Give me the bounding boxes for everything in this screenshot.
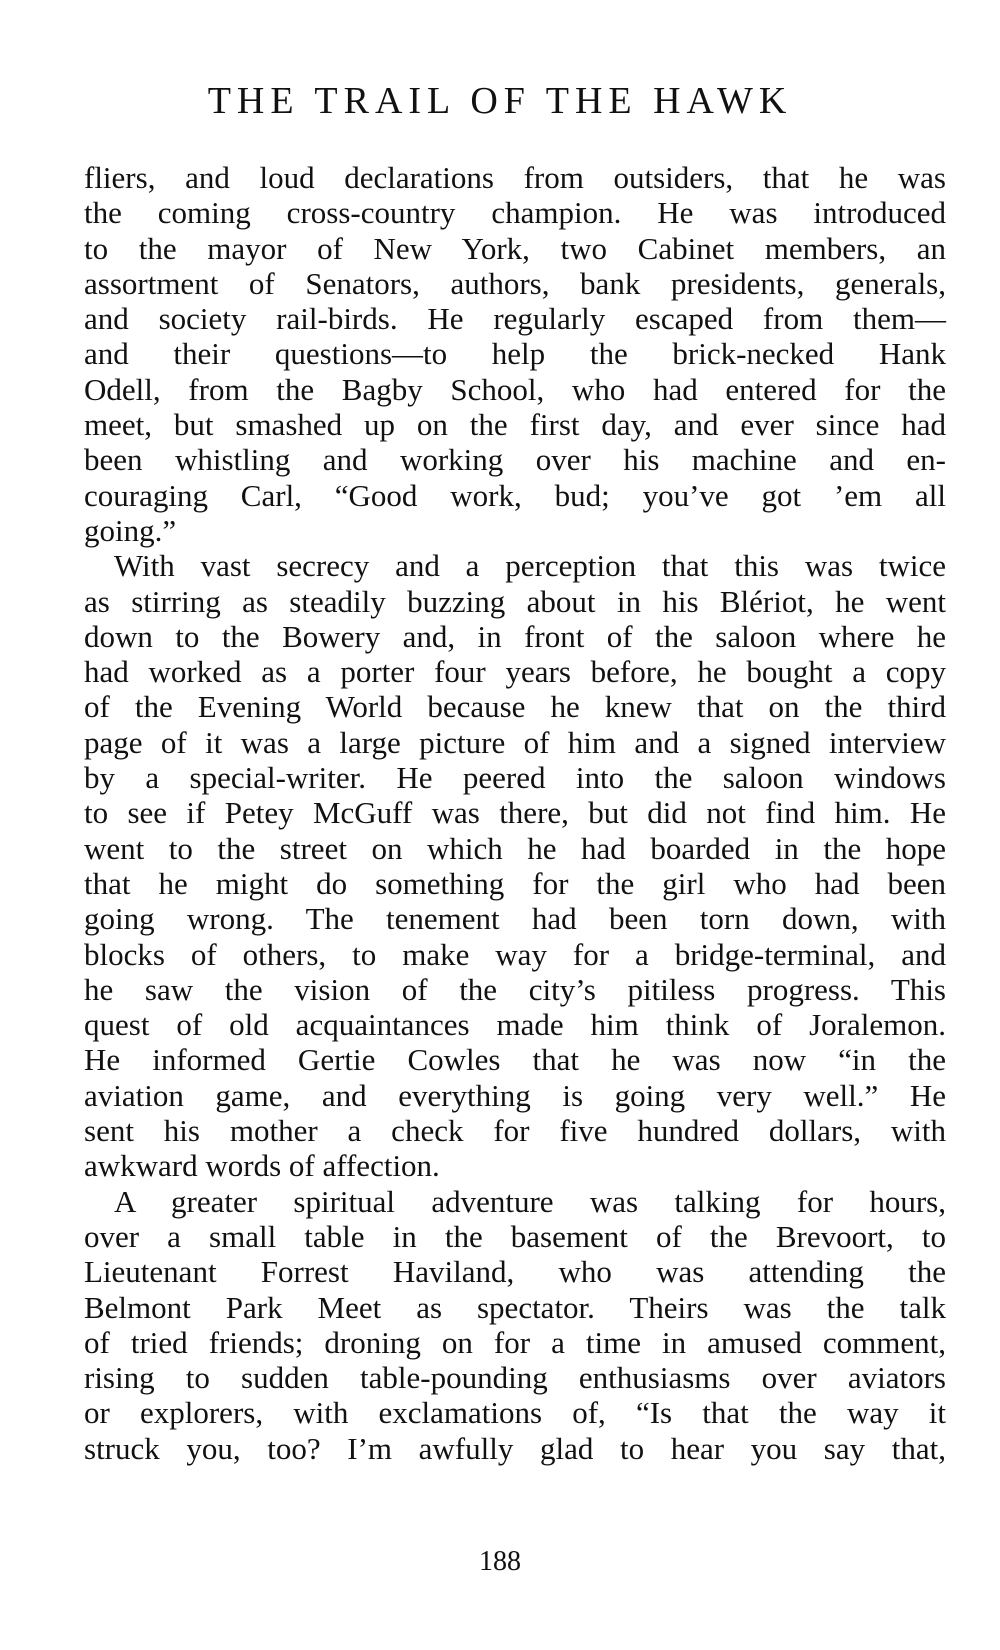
text-line: page of it was a large picture of him and a signed interview xyxy=(84,724,946,760)
text-line: to the mayor of New York, two Cabinet members, an xyxy=(84,230,946,266)
text-line: of the Evening World because he knew that on the third xyxy=(84,689,946,725)
text-line: and their questions—to help the brick-necked Hank xyxy=(84,336,946,372)
text-line: aviation game, and everything is going very well.” He xyxy=(84,1077,946,1113)
text-line: went to the street on which he had boarded in the hope xyxy=(84,830,946,866)
text-line: and society rail-birds. He regularly escaped from them— xyxy=(84,301,946,337)
text-line: Odell, from the Bagby School, who had entered for the xyxy=(84,371,946,407)
text-line: by a special-writer. He peered into the saloon windows xyxy=(84,760,946,796)
text-line: Belmont Park Meet as spectator. Theirs was the talk xyxy=(84,1289,946,1325)
text-line: assortment of Senators, authors, bank presidents, generals, xyxy=(84,265,946,301)
text-line: Lieutenant Forrest Haviland, who was attending the xyxy=(84,1254,946,1290)
running-head: THE TRAIL OF THE HAWK xyxy=(207,80,793,122)
text-line: awkward words of affection. xyxy=(84,1148,440,1184)
text-line: he saw the vision of the city’s pitiless progress. This xyxy=(84,971,946,1007)
text-line: blocks of others, to make way for a bridge-terminal, and xyxy=(84,936,946,972)
text-line: to see if Petey McGuff was there, but did not find him. He xyxy=(84,795,946,831)
paragraph xyxy=(84,548,946,1183)
text-line: down to the Bowery and, in front of the saloon where he xyxy=(84,618,946,654)
page-number: 188 xyxy=(479,1546,521,1577)
text-line: meet, but smashed up on the first day, and ever since had xyxy=(84,407,946,443)
text-line: over a small table in the basement of the Brevoort, to xyxy=(84,1218,946,1254)
text-line: been whistling and working over his machine and en- xyxy=(84,442,946,478)
text-line: as stirring as steadily buzzing about in his Blériot, he went xyxy=(84,583,946,619)
text-line: With vast secrecy and a perception that this was twice xyxy=(114,548,946,584)
text-line: or explorers, with exclamations of, “Is that the way it xyxy=(84,1395,946,1431)
text-line: A greater spiritual adventure was talking for hours, xyxy=(114,1183,946,1219)
text-line: going.” xyxy=(84,512,177,548)
text-line: of tried friends; droning on for a time in amused comment, xyxy=(84,1324,946,1360)
text-line: quest of old acquaintances made him think of Joralemon. xyxy=(84,1007,946,1043)
text-line: going wrong. The tenement had been torn down, with xyxy=(84,901,946,937)
text-line: fliers, and loud declarations from outsiders, that he was xyxy=(84,160,946,195)
text-line: sent his mother a check for five hundred dollars, with xyxy=(84,1113,946,1149)
text-line: had worked as a porter four years before, he bought a copy xyxy=(84,654,946,690)
body-text xyxy=(84,160,946,1466)
text-line: couraging Carl, “Good work, bud; you’ve got ’em all xyxy=(84,477,946,513)
text-line: rising to sudden table-pounding enthusiasms over aviators xyxy=(84,1360,946,1396)
paragraph xyxy=(84,160,946,548)
text-line: struck you, too? I’m awfully glad to hear you say that, xyxy=(84,1430,946,1466)
text-line: that he might do something for the girl who had been xyxy=(84,865,946,901)
text-line: He informed Gertie Cowles that he was now “in the xyxy=(84,1042,946,1078)
text-line: the coming cross-country champion. He was introduced xyxy=(84,195,946,231)
paragraph xyxy=(84,1184,946,1466)
